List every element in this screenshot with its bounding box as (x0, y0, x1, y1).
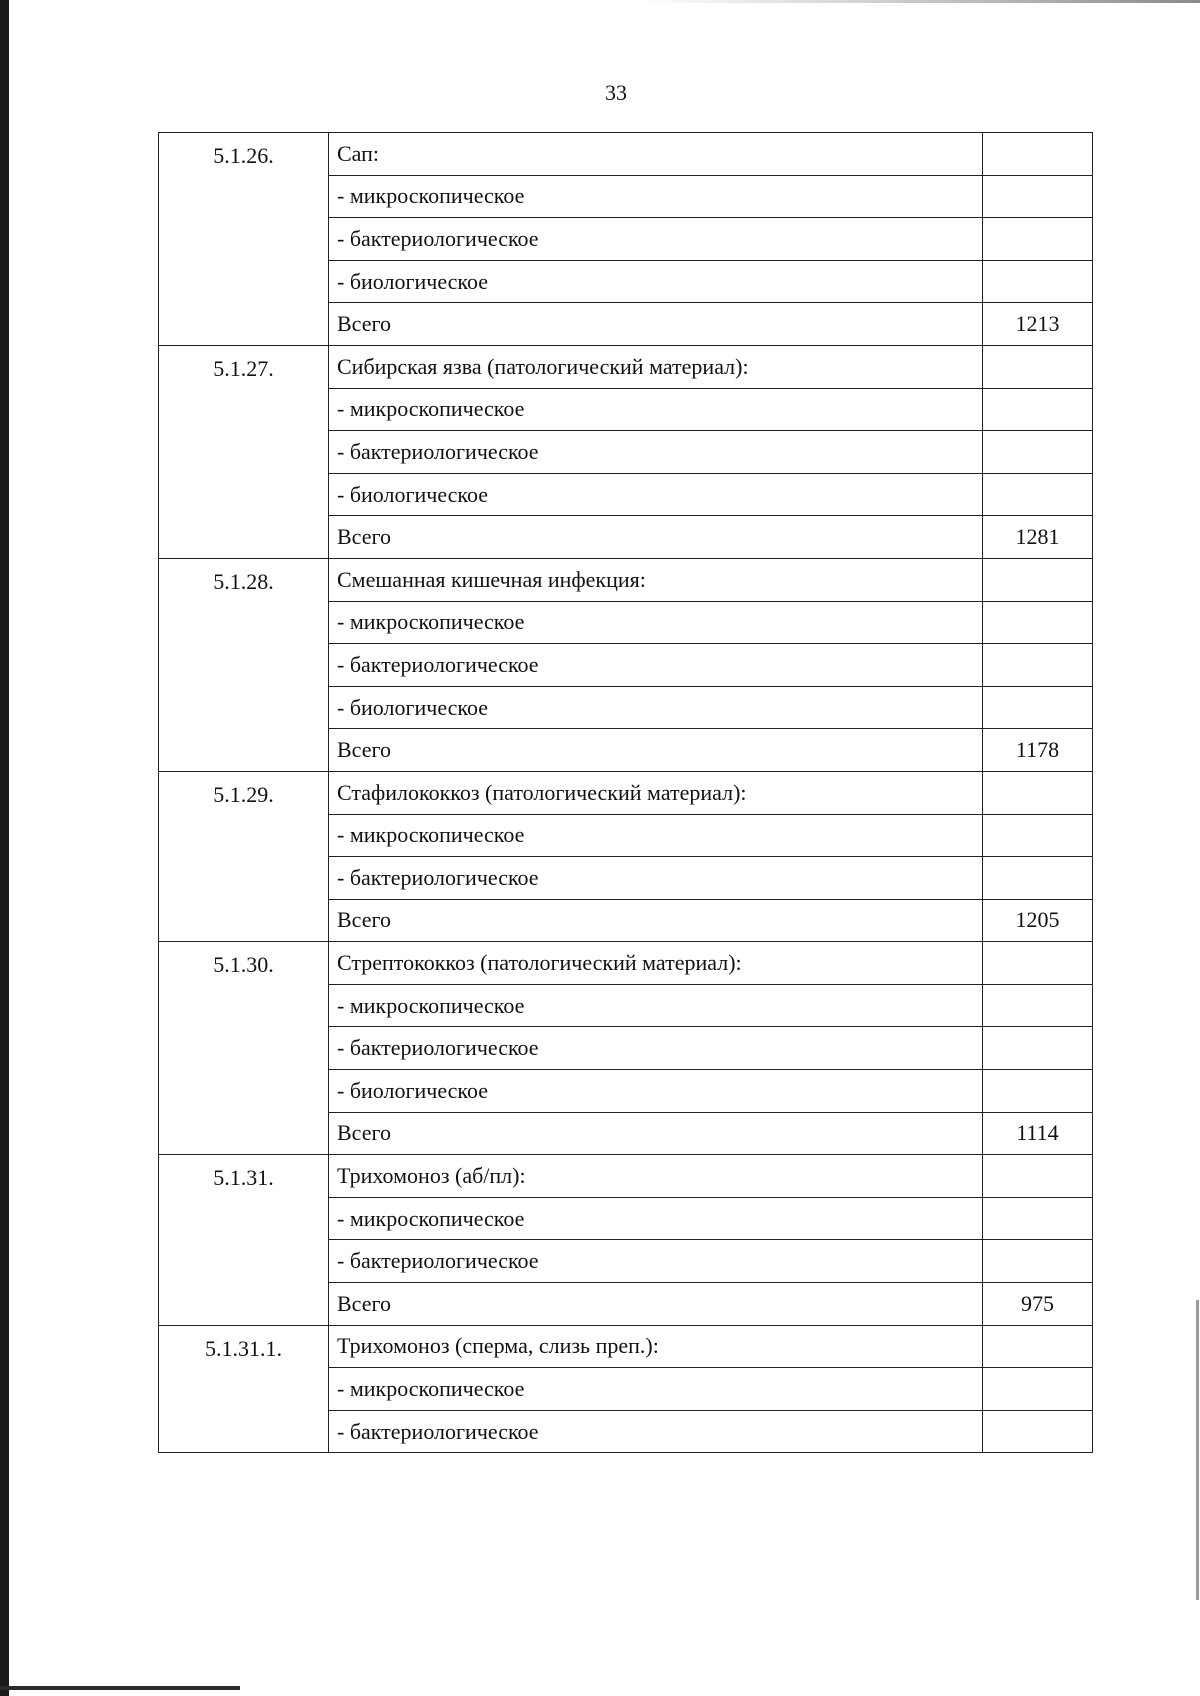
row-value (983, 558, 1093, 601)
section-code: 5.1.31.1. (159, 1325, 329, 1453)
table-row (159, 1325, 1093, 1368)
scan-right-edge (1196, 1300, 1199, 1600)
row-label: Трихомоноз (сперма, слизь преп.): (329, 1325, 983, 1368)
row-label: - биологическое (329, 260, 983, 303)
scan-bottom-edge (0, 1686, 240, 1690)
row-label: Сап: (329, 133, 983, 176)
row-value (983, 133, 1093, 176)
table-row (159, 771, 1093, 814)
row-label: Смешанная кишечная инфекция: (329, 558, 983, 601)
row-value (983, 1070, 1093, 1113)
row-value (983, 644, 1093, 687)
row-value (983, 1410, 1093, 1453)
table-row (159, 942, 1093, 985)
row-value (983, 1325, 1093, 1368)
analysis-table-body (159, 133, 1093, 1453)
row-label: - бактериологическое (329, 1027, 983, 1070)
row-label: - микроскопическое (329, 175, 983, 218)
scan-left-edge (0, 0, 9, 1696)
row-value (983, 388, 1093, 431)
row-label: Всего (329, 899, 983, 942)
table-row (159, 558, 1093, 601)
row-label: Всего (329, 1112, 983, 1155)
row-value (983, 1155, 1093, 1198)
table-row (159, 345, 1093, 388)
row-value (983, 814, 1093, 857)
section-code: 5.1.27. (159, 345, 329, 558)
row-label: - бактериологическое (329, 1240, 983, 1283)
row-value (983, 857, 1093, 900)
row-label: Всего (329, 516, 983, 559)
section-code: 5.1.30. (159, 942, 329, 1155)
row-value: 1178 (983, 729, 1093, 772)
row-label: - бактериологическое (329, 857, 983, 900)
row-value: 1205 (983, 899, 1093, 942)
row-value (983, 473, 1093, 516)
row-label: Сибирская язва (патологический материал): (329, 345, 983, 388)
row-label: - микроскопическое (329, 601, 983, 644)
row-value (983, 984, 1093, 1027)
row-label: - биологическое (329, 1070, 983, 1113)
row-value (983, 942, 1093, 985)
row-label: Стрептококкоз (патологический материал): (329, 942, 983, 985)
row-label: Стафилококкоз (патологический материал): (329, 771, 983, 814)
analysis-table (158, 132, 1093, 1453)
row-label: Всего (329, 729, 983, 772)
row-label: - бактериологическое (329, 218, 983, 261)
section-code: 5.1.29. (159, 771, 329, 941)
row-label: - микроскопическое (329, 1197, 983, 1240)
row-value (983, 1027, 1093, 1070)
row-label: - бактериологическое (329, 431, 983, 474)
row-label: - микроскопическое (329, 1368, 983, 1411)
row-label: - бактериологическое (329, 644, 983, 687)
row-value (983, 431, 1093, 474)
row-value (983, 686, 1093, 729)
row-value (983, 601, 1093, 644)
row-value (983, 771, 1093, 814)
row-value (983, 1197, 1093, 1240)
section-code: 5.1.31. (159, 1155, 329, 1325)
section-code: 5.1.28. (159, 558, 329, 771)
scan-top-edge (640, 0, 1200, 3)
row-label: - микроскопическое (329, 388, 983, 431)
row-label: Трихомоноз (аб/пл): (329, 1155, 983, 1198)
section-code: 5.1.26. (159, 133, 329, 346)
row-value: 1114 (983, 1112, 1093, 1155)
row-value (983, 345, 1093, 388)
row-value: 975 (983, 1283, 1093, 1326)
page-number: 33 (605, 80, 627, 105)
table-row (159, 133, 1093, 176)
row-label: Всего (329, 1283, 983, 1326)
row-value (983, 1368, 1093, 1411)
row-value (983, 175, 1093, 218)
row-label: - бактериологическое (329, 1410, 983, 1453)
row-value: 1213 (983, 303, 1093, 346)
row-value (983, 1240, 1093, 1283)
row-label: - биологическое (329, 473, 983, 516)
row-value: 1281 (983, 516, 1093, 559)
row-value (983, 218, 1093, 261)
table-row (159, 1155, 1093, 1198)
row-label: - микроскопическое (329, 984, 983, 1027)
row-label: Всего (329, 303, 983, 346)
row-value (983, 260, 1093, 303)
row-label: - микроскопическое (329, 814, 983, 857)
row-label: - биологическое (329, 686, 983, 729)
